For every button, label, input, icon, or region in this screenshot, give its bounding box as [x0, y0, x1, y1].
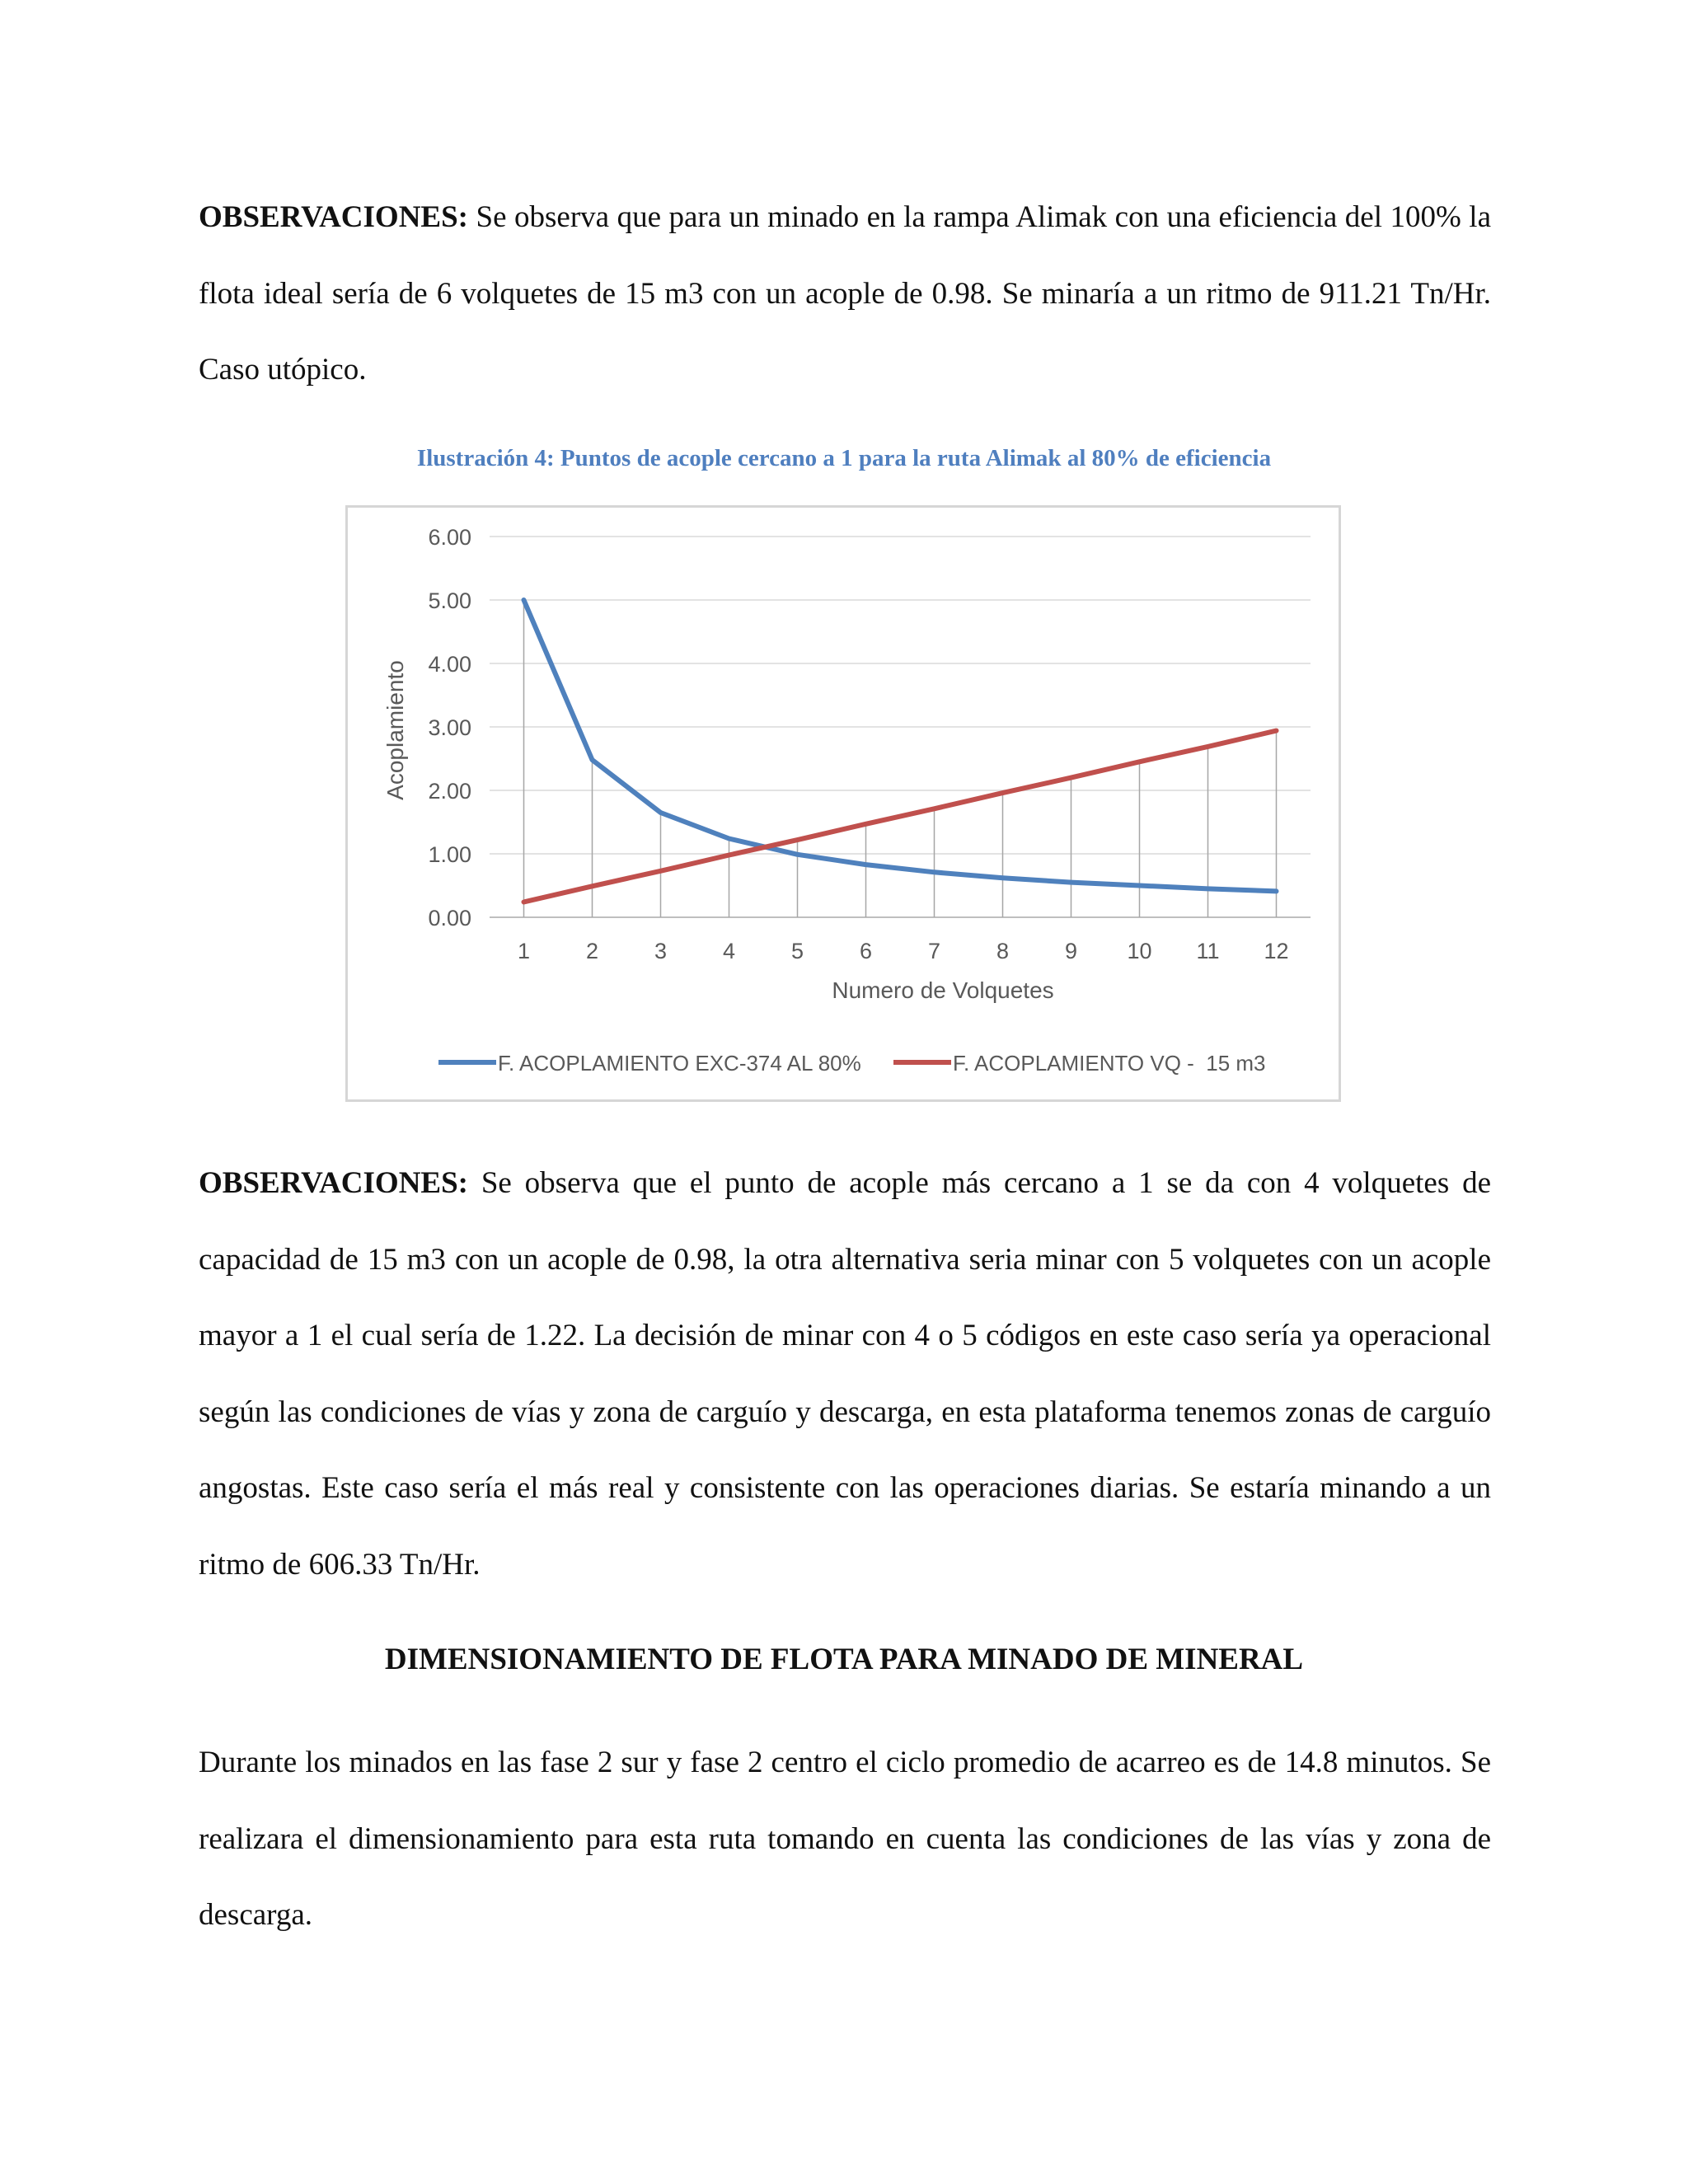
data-point: [1069, 880, 1073, 884]
x-tick-label: 1: [517, 939, 531, 963]
y-tick-label: 1.00: [428, 842, 471, 867]
data-point: [1206, 887, 1210, 891]
x-tick-label: 8: [996, 939, 1010, 963]
x-tick-label: 2: [585, 939, 599, 963]
chart-legend: [438, 1051, 1266, 1076]
data-point: [932, 870, 936, 874]
legend-label: F. ACOPLAMIENTO VQ - 15 m3: [953, 1051, 1266, 1076]
data-point: [590, 884, 594, 888]
x-tick-label: 6: [859, 939, 873, 963]
y-tick-label: 2.00: [428, 779, 471, 804]
x-axis-title: Numero de Volquetes: [832, 977, 1054, 1003]
y-tick-label: 6.00: [428, 525, 471, 550]
data-point: [522, 900, 526, 904]
body-paragraph: Durante los minados en las fase 2 sur y fase 2 centro el ciclo promedio de acarreo es de 14.8 minutos. Se realizara el dimensionamiento para esta ruta tomando en cuenta las condiciones de las vías y zona de descarga.: [199, 1746, 1491, 1932]
x-tick-label: 12: [1264, 939, 1289, 963]
x-tick-label: 9: [1064, 939, 1078, 963]
data-point: [1274, 729, 1278, 733]
x-tick-label: 11: [1196, 939, 1220, 963]
x-tick-label: 5: [790, 939, 804, 963]
data-point: [727, 853, 731, 857]
data-point: [1274, 889, 1278, 893]
y-tick-label: 5.00: [428, 588, 471, 613]
data-point: [1137, 883, 1142, 888]
section-heading: DIMENSIONAMIENTO DE FLOTA PARA MINADO DE MINERAL: [384, 1643, 1304, 1676]
data-point: [864, 822, 868, 826]
data-point: [1137, 760, 1142, 764]
data-point: [590, 758, 594, 762]
observation-text: Se observa que el punto de acople más cercano a 1 se da con 4 volquetes de capacidad de 15 m3 con un acople de 0.98, la otra alternativa seria minar con 5 volquetes con un acople mayor a 1 el cual sería de 1.22. La decisión de minar con 4 o 5 códigos en este caso sería ya operacional según las condiciones de vías y zona de carguío y descarga, en esta plataforma tenemos zonas de carguío angostas. Este caso sería el más real y consistente con las operaciones diarias. Se estaría minando a un ritmo de 606.33 Tn/Hr.: [199, 1166, 1491, 1582]
data-point: [795, 852, 799, 856]
series-line-1: [524, 600, 1277, 891]
observation-text: Se observa que para un minado en la rampa Alimak con una eficiencia del 100% la flota ideal sería de 6 volquetes de 15 m3 con un acople de 0.98. Se minaría a un ritmo de 911.21 Tn/Hr. Caso utópico.: [199, 200, 1491, 387]
y-tick-label: 4.00: [428, 652, 471, 677]
data-point: [727, 837, 731, 841]
data-point: [1001, 876, 1005, 880]
x-tick-label: 10: [1127, 939, 1152, 963]
data-point: [659, 869, 663, 873]
series-line-2: [524, 731, 1277, 902]
data-point: [795, 838, 799, 842]
observation-paragraph-1: [199, 180, 1491, 409]
grid-layer: [490, 537, 1311, 917]
x-tick-label: 4: [722, 939, 736, 963]
observation-label: OBSERVACIONES:: [199, 1166, 469, 1200]
legend-label: F. ACOPLAMIENTO EXC-374 AL 80%: [498, 1051, 861, 1076]
observation-label: OBSERVACIONES:: [199, 200, 469, 234]
series-layer: [522, 598, 1278, 905]
data-point: [1069, 776, 1073, 780]
x-tick-label: 3: [654, 939, 668, 963]
axis-layer: [428, 525, 1288, 963]
y-tick-label: 0.00: [428, 906, 471, 930]
data-point: [864, 863, 868, 867]
data-point: [659, 810, 663, 814]
observation-paragraph-2: [199, 1146, 1491, 1603]
data-point: [522, 598, 526, 602]
y-tick-label: 3.00: [428, 715, 471, 740]
y-axis-title: Acoplamiento: [382, 660, 408, 800]
data-point: [932, 807, 936, 811]
x-tick-label: 7: [927, 939, 941, 963]
data-point: [1206, 744, 1210, 748]
line-chart: [348, 508, 1339, 1099]
chart-container: [345, 505, 1341, 1102]
data-point: [1001, 791, 1005, 795]
figure-caption: Ilustración 4: Puntos de acople cercano a 1 para la ruta Alimak al 80% de eficiencia: [416, 445, 1272, 471]
